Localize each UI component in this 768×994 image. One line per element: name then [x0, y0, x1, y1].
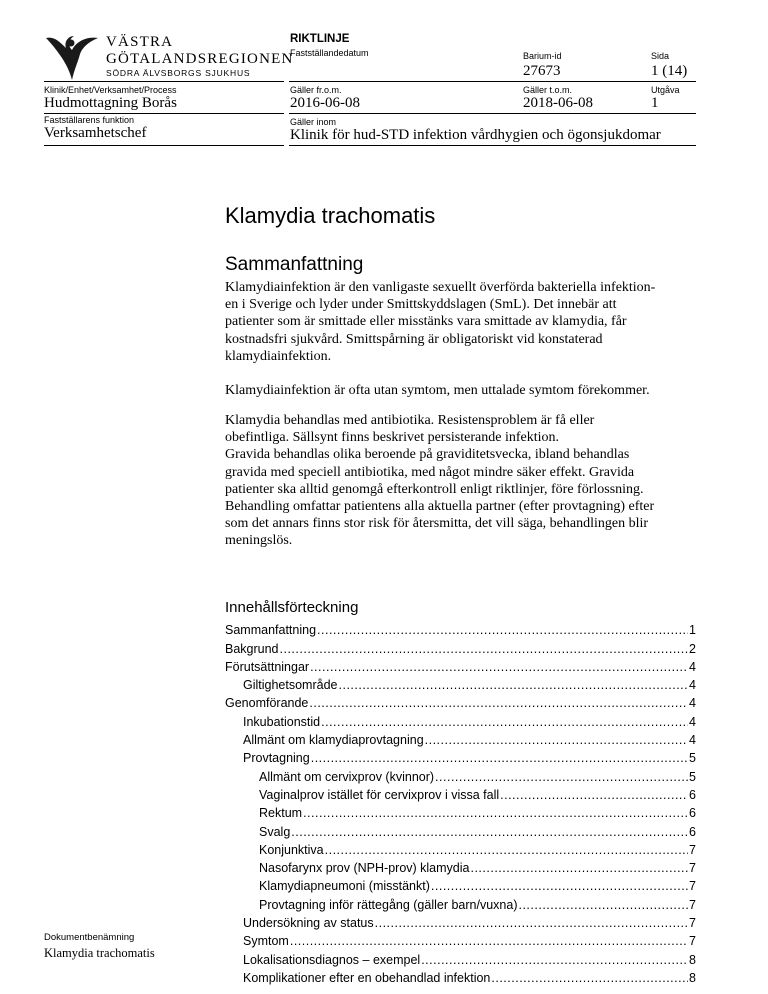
toc-entry-page: 2 [689, 641, 696, 656]
toc-entry[interactable] [225, 675, 696, 693]
paragraph-line: Klamydiainfektion är den vanligaste sexuellt överförda bakteriella infektion- [225, 280, 656, 295]
summary-paragraph-1 [225, 279, 705, 365]
toc-entry-page: 6 [689, 806, 696, 821]
header-rule-2b [289, 113, 696, 114]
toc-entry[interactable] [225, 803, 696, 821]
toc-entry[interactable] [225, 949, 696, 967]
toc-entry-title: Vaginalprov istället för cervixprov i vissa fall [259, 787, 500, 802]
toc-entry-title: Allmänt om cervixprov (kvinnor) [259, 769, 435, 784]
vgr-emblem-icon [44, 32, 100, 82]
paragraph-line: Klamydia behandlas med antibiotika. Resistensproblem är få eller [225, 413, 595, 428]
toc-entry-title: Symtom [243, 934, 289, 949]
toc-leader-dots [311, 751, 688, 766]
toc-entry-title: Genomförande [225, 696, 309, 711]
toc-entry-title: Rektum [259, 806, 303, 821]
header-rule-2a [44, 113, 284, 114]
toc-heading: Innehållsförteckning [225, 599, 359, 616]
toc-entry[interactable] [225, 913, 696, 931]
toc-leader-dots [435, 770, 688, 785]
toc-leader-dots [421, 953, 688, 968]
toc-leader-dots [290, 934, 688, 949]
toc-leader-dots [425, 733, 688, 748]
toc-entry-title: Konjunktiva [259, 842, 324, 857]
toc-entry-page: 5 [689, 769, 696, 784]
doc-type: RIKTLINJE [290, 33, 350, 45]
header-rule-3b [289, 145, 696, 146]
logo-rule [44, 81, 284, 82]
toc-entry-title: Bakgrund [225, 641, 279, 656]
toc-leader-dots [431, 879, 688, 894]
faststallarens-label: Fastställarens funktion [44, 115, 135, 125]
galler-tom-label: Gäller t.o.m. [523, 85, 573, 95]
toc-entry-title: Provtagning inför rättegång (gäller barn/vuxna) [259, 897, 518, 912]
summary-heading: Sammanfattning [225, 254, 364, 275]
toc-entry-page: 4 [689, 733, 696, 748]
toc-entry-title: Allmänt om klamydiaprovtagning [243, 733, 424, 748]
toc-entry-page: 7 [689, 916, 696, 931]
sida-label: Sida [651, 51, 670, 61]
toc-entry-page: 7 [689, 934, 696, 949]
toc-entry[interactable] [225, 620, 696, 638]
toc-leader-dots [321, 715, 688, 730]
paragraph-line: en i Sverige och lyder under Smittskyddslagen (SmL). Det innebär att [225, 297, 617, 313]
galler-tom-value: 2018-06-08 [523, 95, 593, 111]
toc-entry[interactable] [225, 638, 696, 656]
toc-entry-title: Förutsättningar [225, 659, 310, 674]
toc-entry[interactable] [225, 766, 696, 784]
vgr-logo [44, 30, 294, 84]
toc-entry-title: Klamydiapneumoni (misstänkt) [259, 879, 430, 894]
toc-entry-title: Nasofarynx prov (NPH-prov) klamydia [259, 861, 470, 876]
toc-entry-page: 7 [689, 861, 696, 876]
galler-inom-label: Gäller inom [290, 117, 337, 127]
toc-entry-title: Inkubationstid [243, 714, 321, 729]
toc-entry-page: 4 [689, 714, 696, 729]
document-title: Klamydia trachomatis [225, 203, 436, 228]
paragraph-line: patienter som är smittade eller misstänks vara smittade av klamydia, får [225, 314, 627, 330]
toc-entry[interactable] [225, 821, 696, 839]
toc-entry-page: 7 [689, 879, 696, 894]
toc-entry-title: Giltighetsområde [243, 678, 338, 693]
toc-entry-page: 6 [689, 824, 696, 839]
toc-entry-page: 4 [689, 696, 696, 711]
toc-entry-page: 8 [689, 952, 696, 967]
toc-leader-dots [470, 861, 688, 876]
toc-entry[interactable] [225, 858, 696, 876]
toc-entry[interactable] [225, 931, 696, 949]
toc-entry-page: 7 [689, 842, 696, 857]
toc-entry-page: 7 [689, 897, 696, 912]
toc-entry-title: Svalg [259, 824, 291, 839]
toc-leader-dots [518, 898, 688, 913]
toc-entry[interactable] [225, 693, 696, 711]
summary-paragraph-2 [225, 382, 705, 399]
paragraph-line: patienter ska alltid genomgå efterkontroll enligt riktlinjer, före förlossning. [225, 481, 644, 497]
toc-leader-dots [500, 788, 688, 803]
toc-entry[interactable] [225, 894, 696, 912]
toc-entry[interactable] [225, 730, 696, 748]
toc-leader-dots [317, 623, 688, 638]
header-rule-1 [289, 81, 696, 82]
paragraph-line: Klamydiainfektion är ofta utan symtom, men uttalade symtom förekommer. [225, 383, 650, 398]
toc-entry[interactable] [225, 711, 696, 729]
toc-entry-page: 4 [689, 678, 696, 693]
paragraph-line: som det annars finns stor risk för återsmitta, det vill säga, behandlingen blir [225, 516, 649, 532]
doc-name-value: Klamydia trachomatis [44, 946, 155, 960]
toc-entry-title: Lokalisationsdiagnos – exempel [243, 952, 421, 967]
toc-entry-title: Sammanfattning [225, 623, 317, 638]
doc-name-label: Dokumentbenämning [44, 932, 135, 943]
paragraph-line: kostnadsfri sjukvård. Smittspårning är obligatoriskt vid konstaterad [225, 331, 603, 347]
utgava-label: Utgåva [651, 85, 680, 95]
toc-entry-title: Undersökning av status [243, 916, 374, 931]
paragraph-line: klamydiainfektion. [225, 348, 332, 364]
faststallarens-value: Verksamhetschef [44, 125, 147, 141]
toc-entry[interactable] [225, 876, 696, 894]
logo-line-3: SÖDRA ÄLVSBORGS SJUKHUS [106, 68, 251, 78]
paragraph-line: gravida med speciell antibiotika, med något mindre säker effekt. Gravida [225, 464, 635, 480]
galler-inom-value: Klinik för hud-STD infektion vårdhygien och ögonsjukdomar [290, 127, 661, 143]
galler-from-value: 2016-06-08 [290, 95, 360, 111]
barium-id-label: Barium-id [523, 51, 562, 61]
toc-entry-page: 5 [689, 751, 696, 766]
klinik-value: Hudmottagning Borås [44, 95, 177, 111]
toc-entry-title: Komplikationer efter en obehandlad infektion [243, 970, 491, 985]
table-of-contents [225, 620, 696, 986]
logo-line-2: GÖTALANDSREGIONEN [106, 51, 294, 67]
toc-entry[interactable] [225, 840, 696, 858]
sida-value: 1 (14) [651, 63, 688, 79]
toc-entry[interactable] [225, 785, 696, 803]
toc-leader-dots [291, 825, 688, 840]
toc-leader-dots [375, 916, 688, 931]
header-rule-3a [44, 145, 284, 146]
toc-leader-dots [309, 696, 688, 711]
toc-leader-dots [491, 971, 688, 986]
toc-entry[interactable] [225, 968, 696, 986]
paragraph-line: meningslös. [225, 533, 293, 549]
klinik-label: Klinik/Enhet/Verksamhet/Process [44, 85, 177, 95]
toc-entry-page: 4 [689, 659, 696, 674]
toc-entry-page: 8 [689, 970, 696, 985]
barium-id-value: 27673 [523, 63, 561, 79]
toc-leader-dots [280, 642, 689, 657]
summary-paragraph-3 [225, 412, 705, 550]
toc-entry-page: 6 [689, 787, 696, 802]
utgava-value: 1 [651, 95, 659, 111]
toc-leader-dots [303, 806, 688, 821]
toc-entry-page: 1 [689, 623, 696, 638]
toc-entry[interactable] [225, 657, 696, 675]
toc-leader-dots [310, 660, 688, 675]
toc-entry[interactable] [225, 748, 696, 766]
paragraph-line: obefintliga. Sällsynt finns beskrivet persisterande infektion. [225, 430, 559, 446]
faststallandedatum-label: Fastställandedatum [290, 48, 369, 58]
toc-entry-title: Provtagning [243, 751, 310, 766]
logo-line-1: VÄSTRA [106, 34, 174, 50]
galler-from-label: Gäller fr.o.m. [290, 85, 342, 95]
toc-leader-dots [339, 678, 689, 693]
paragraph-line: Behandling omfattar patientens alla aktuella partner (efter provtagning) efter [225, 499, 655, 515]
paragraph-line: Gravida behandlas olika beroende på graviditetsvecka, ibland behandlas [225, 447, 630, 463]
toc-leader-dots [325, 843, 688, 858]
